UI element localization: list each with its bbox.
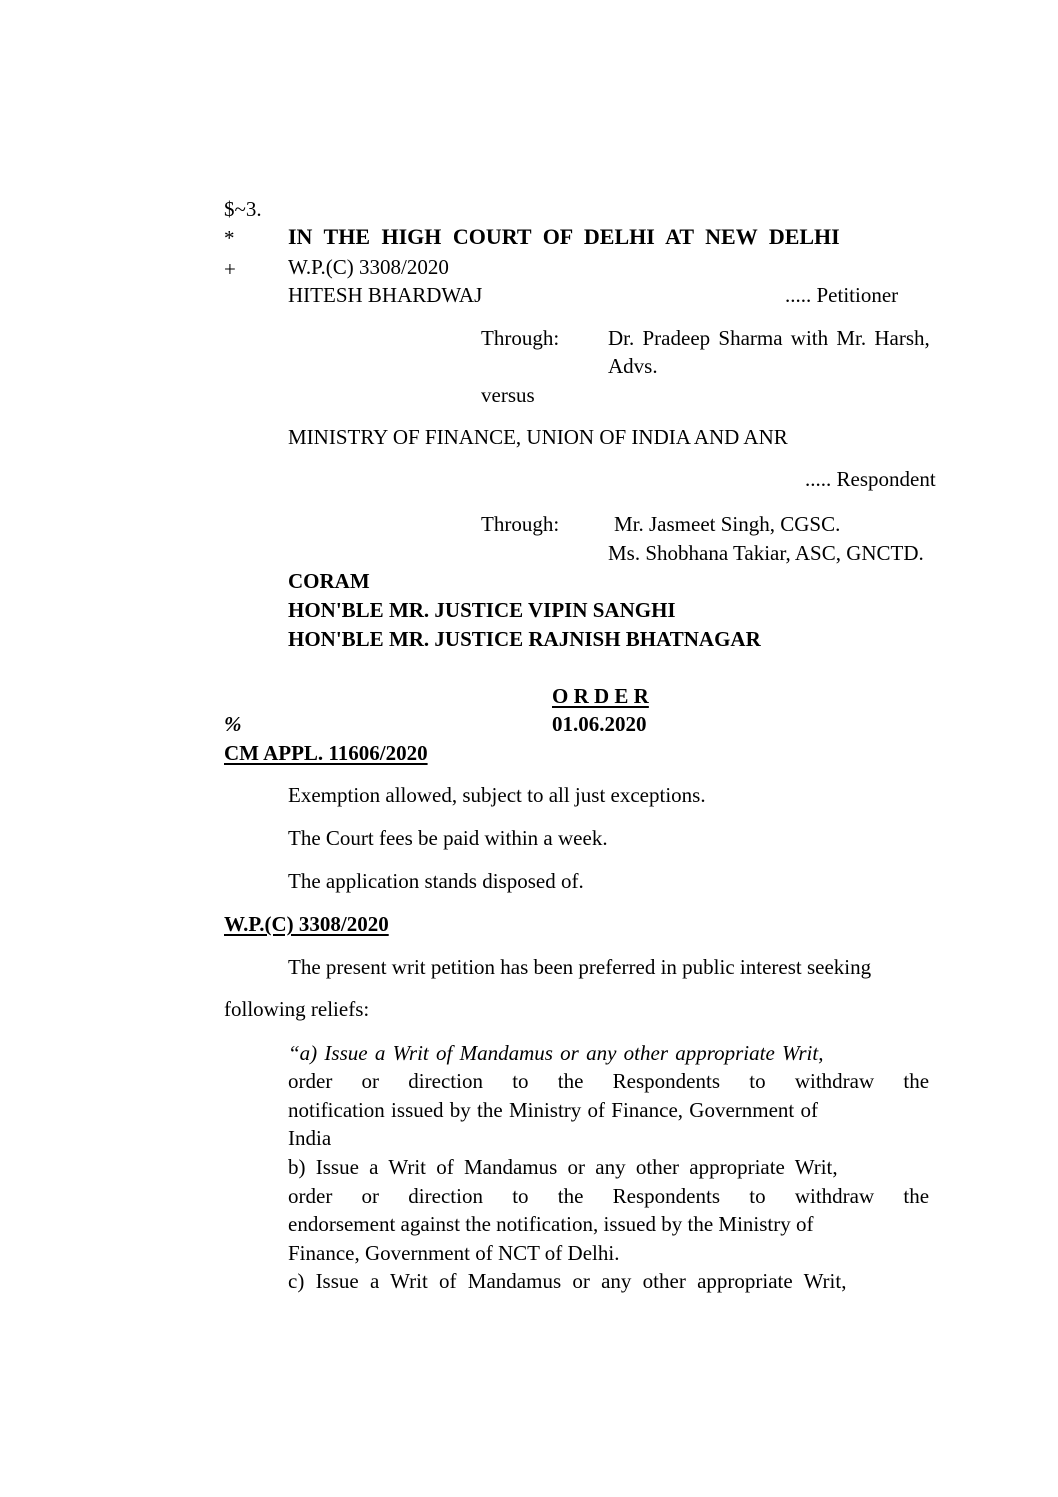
relief-a-line-3: notification issued by the Ministry of Finance, Government of [288,1098,818,1122]
relief-b-line-2: order or direction to the Respondents to withdraw the [288,1184,930,1208]
cm-appl-heading: CM APPL. 11606/2020 [224,741,428,765]
cm-appl-para-2: The Court fees be paid within a week. [288,826,608,850]
star-marker: * [224,226,235,250]
respondent-through-label: Through: [481,512,560,536]
case-number: W.P.(C) 3308/2020 [288,255,449,279]
respondent-name: MINISTRY OF FINANCE, UNION OF INDIA AND ANR [288,425,788,449]
relief-a-line-4: India [288,1126,332,1150]
petitioner-through-label: Through: [481,326,560,350]
respondent-counsel-line2: Ms. Shobhana Takiar, ASC, GNCTD. [608,541,924,565]
plus-marker: + [224,257,236,281]
relief-b-line-1: b) Issue a Writ of Mandamus or any other appropriate Writ, [288,1155,838,1179]
judge-1: HON'BLE MR. JUSTICE VIPIN SANGHI [288,598,676,622]
coram-label: CORAM [288,569,370,593]
respondent-role: ..... Respondent [805,467,936,491]
petitioner-name: HITESH BHARDWAJ [288,283,483,307]
cm-appl-para-1: Exemption allowed, subject to all just exceptions. [288,783,706,807]
petitioner-counsel-line1: Dr. Pradeep Sharma with Mr. Harsh, [608,326,930,350]
relief-b-line-4: Finance, Government of NCT of Delhi. [288,1241,620,1265]
writ-heading: W.P.(C) 3308/2020 [224,912,389,936]
relief-a-line-2: order or direction to the Respondents to withdraw the [288,1069,930,1093]
court-title: IN THE HIGH COURT OF DELHI AT NEW DELHI [288,224,840,249]
petitioner-role: ..... Petitioner [785,283,899,307]
judge-2: HON'BLE MR. JUSTICE RAJNISH BHATNAGAR [288,627,761,651]
case-marker: $~3. [224,197,262,221]
respondent-counsel-line1: Mr. Jasmeet Singh, CGSC. [614,512,841,536]
cm-appl-para-3: The application stands disposed of. [288,869,584,893]
relief-a-line-1: “a) Issue a Writ of Mandamus or any other appropriate Writ, [288,1041,824,1065]
order-title: O R D E R [552,684,649,708]
order-date: 01.06.2020 [552,712,647,736]
writ-intro-line-2: following reliefs: [224,997,370,1021]
relief-b-line-3: endorsement against the notification, issued by the Ministry of [288,1212,814,1236]
writ-intro-line-1: The present writ petition has been preferred in public interest seeking [288,955,872,979]
relief-c-line-1: c) Issue a Writ of Mandamus or any other appropriate Writ, [288,1269,847,1293]
percent-marker: % [224,712,242,736]
petitioner-counsel-line2: Advs. [608,354,658,378]
versus-label: versus [481,383,535,407]
